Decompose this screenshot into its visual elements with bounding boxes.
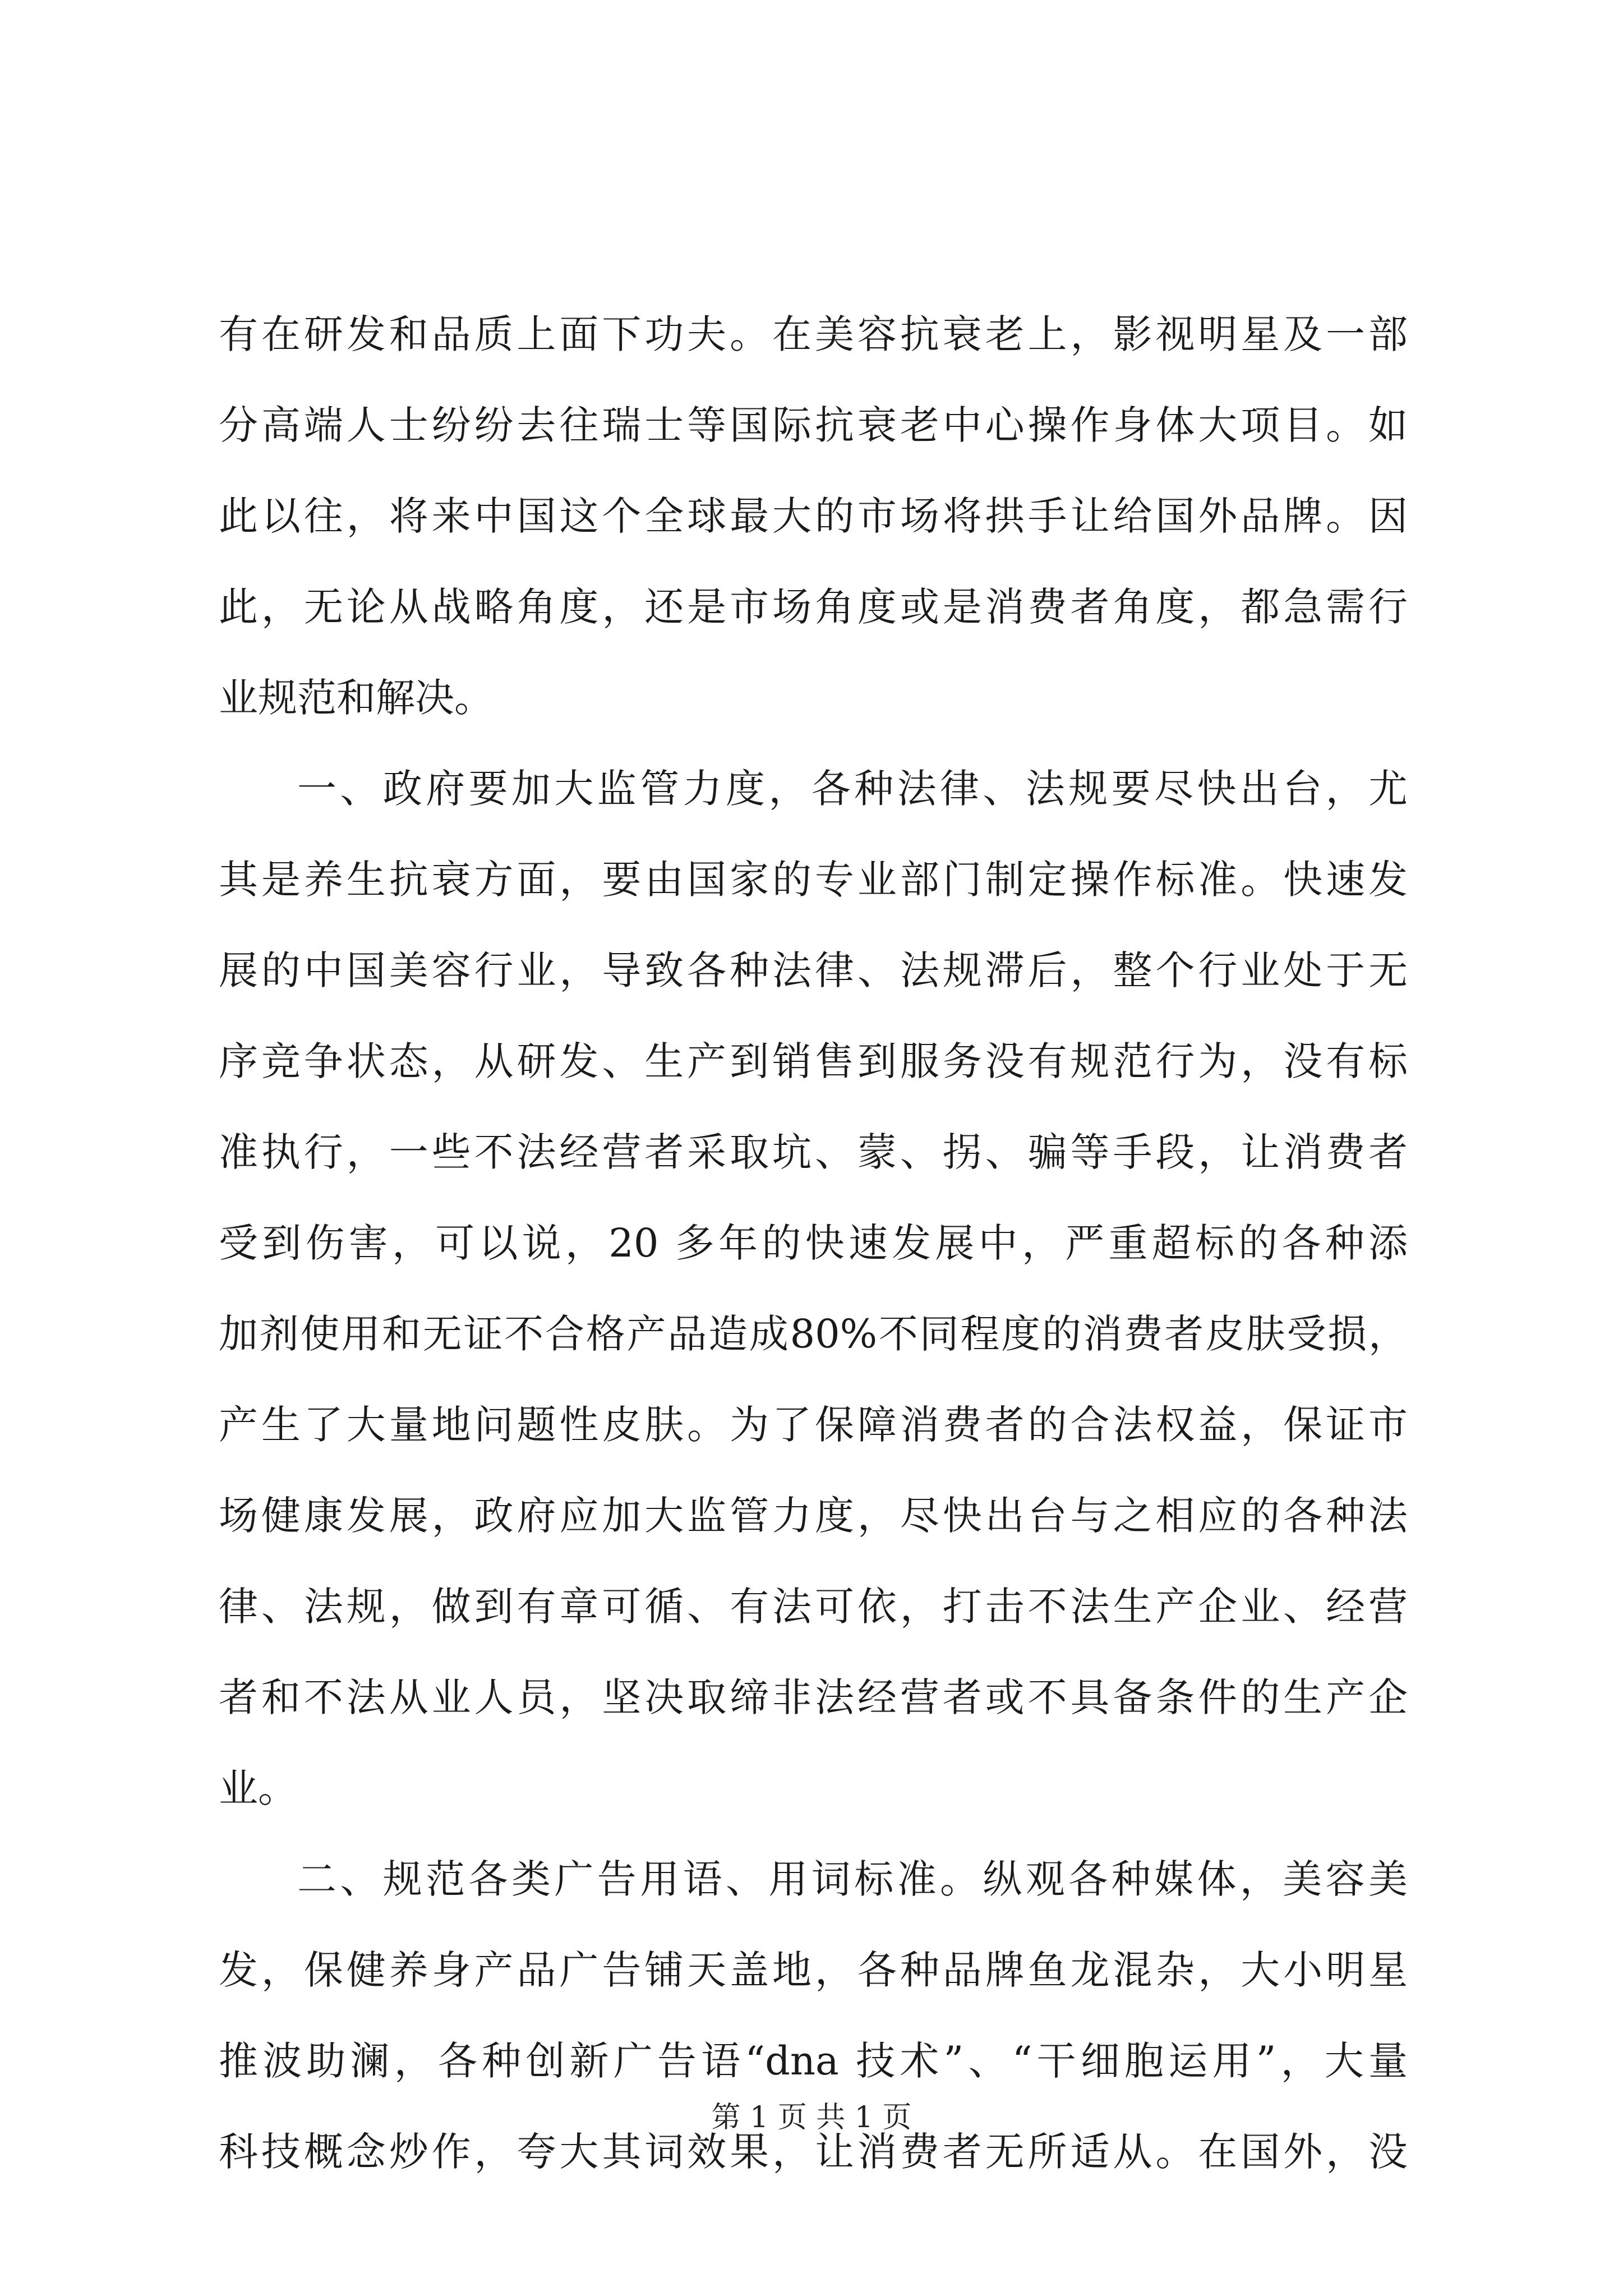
text-line-20: 推波助澜，各种创新广告语“dna 技术”、“干细胞运用”，大量 — [219, 2038, 1408, 2084]
page-footer — [0, 2098, 1623, 2137]
text-line-17: 业。 — [219, 1765, 297, 1811]
text-line-15: 律、法规，做到有章可循、有法可依，打击不法生产企业、经营 — [219, 1584, 1408, 1630]
text-line-2: 分高端人士纷纷去往瑞士等国际抗衰老中心操作身体大项目。如 — [219, 402, 1408, 448]
text-line-3: 此以往，将来中国这个全球最大的市场将拱手让给国外品牌。因 — [219, 493, 1408, 539]
text-line-13: 产生了大量地问题性皮肤。为了保障消费者的合法权益，保证市 — [219, 1402, 1408, 1448]
text-line-7: 其是养生抗衰方面，要由国家的专业部门制定操作标准。快速发 — [219, 857, 1408, 903]
text-line-19: 发，保健养身产品广告铺天盖地，各种品牌鱼龙混杂，大小明星 — [219, 1947, 1408, 1993]
text-line-5: 业规范和解决。 — [219, 675, 494, 721]
text-line-9: 序竞争状态，从研发、生产到销售到服务没有规范行为，没有标 — [219, 1038, 1408, 1084]
text-line-6: 一、政府要加大监管力度，各种法律、法规要尽快出台，尤 — [297, 766, 1408, 812]
text-line-10: 准执行，一些不法经营者采取坑、蒙、拐、骗等手段，让消费者 — [219, 1129, 1408, 1175]
text-line-4: 此，无论从战略角度，还是市场角度或是消费者角度，都急需行 — [219, 584, 1408, 630]
text-line-21: 科技概念炒作，夸大其词效果，让消费者无所适从。在国外，没 — [219, 2129, 1408, 2175]
document-body — [219, 289, 1408, 2197]
page-number-label: 第 1 页 共 1 页 — [711, 2101, 912, 2134]
text-line-16: 者和不法从业人员，坚决取缔非法经营者或不具备条件的生产企 — [219, 1674, 1408, 1720]
text-line-12: 加剂使用和无证不合格产品造成80%不同程度的消费者皮肤受损， — [219, 1311, 1408, 1357]
text-line-8: 展的中国美容行业，导致各种法律、法规滞后，整个行业处于无 — [219, 947, 1408, 993]
text-line-14: 场健康发展，政府应加大监管力度，尽快出台与之相应的各种法 — [219, 1493, 1408, 1539]
text-line-18: 二、规范各类广告用语、用词标准。纵观各种媒体，美容美 — [297, 1856, 1408, 1902]
text-line-11: 受到伤害，可以说，20 多年的快速发展中，严重超标的各种添 — [219, 1220, 1408, 1266]
text-line-1: 有在研发和品质上面下功夫。在美容抗衰老上，影视明星及一部 — [219, 311, 1408, 357]
